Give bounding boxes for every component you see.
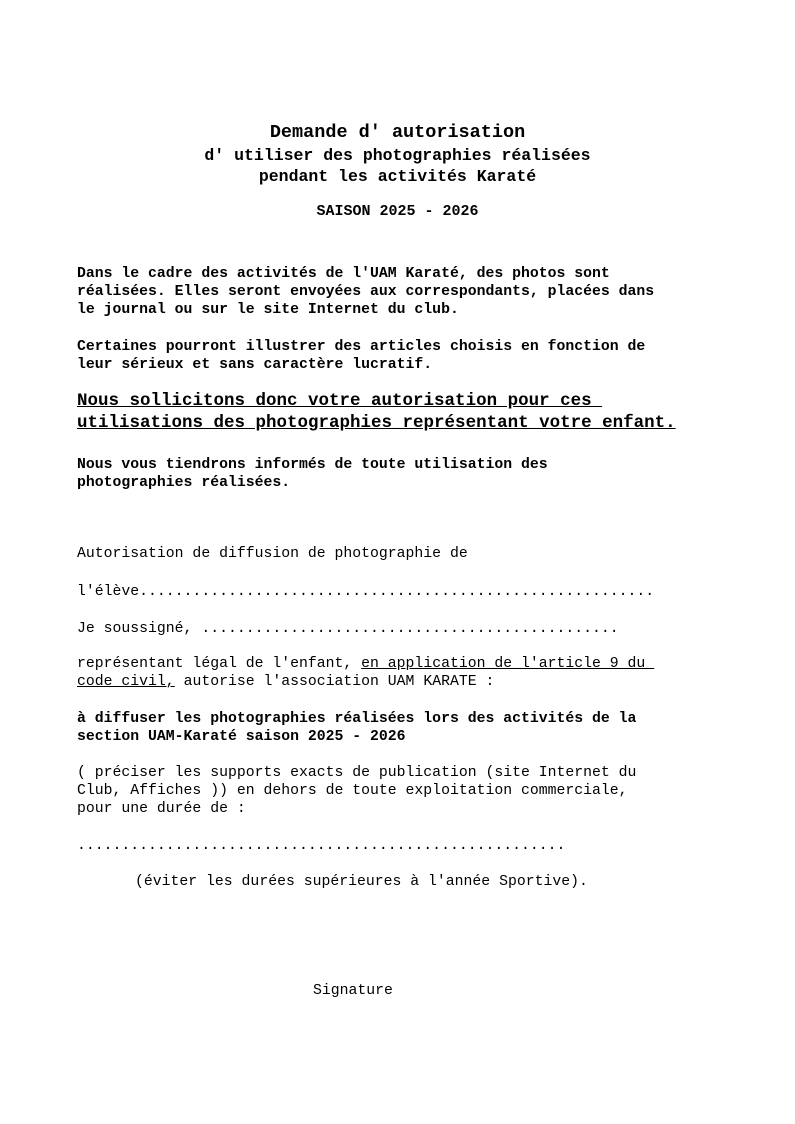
signer-name-field[interactable]: Je soussigné, ............................................... <box>77 621 619 637</box>
legal-article-reference: en application de l'article 9 du <box>361 656 655 672</box>
information-paragraph-line: Nous vous tiendrons informés de toute utilisation des <box>77 457 548 473</box>
request-paragraph <box>77 391 717 434</box>
request-paragraph-line: utilisations des photographies représentant votre enfant. <box>77 412 676 433</box>
supports-instructions-line: Club, Affiches )) en dehors de toute exploitation commerciale, <box>77 783 628 800</box>
duration-note: (éviter les durées supérieures à l'année Sportive). <box>135 874 588 890</box>
usage-paragraph-line: Certaines pourront illustrer des articles choisis en fonction de <box>77 339 646 355</box>
information-paragraph-line: photographies réalisées. <box>77 475 291 492</box>
intro-paragraph-line: réalisées. Elles seront envoyées aux correspondants, placées dans <box>77 284 655 301</box>
diffusion-statement-line: section UAM-Karaté saison 2025 - 2026 <box>77 729 406 746</box>
document-subtitle-line1: d' utiliser des photographies réalisées <box>204 146 591 165</box>
intro-paragraph <box>77 265 717 320</box>
request-paragraph-line: Nous sollicitons donc votre autorisation pour ces <box>77 391 603 411</box>
form-heading: Autorisation de diffusion de photographie de <box>77 546 468 562</box>
supports-instructions-line: pour une durée de : <box>77 801 246 818</box>
duration-field[interactable]: ....................................................... <box>77 838 566 854</box>
signature-label: Signature <box>313 983 393 999</box>
legal-code-reference: code civil, <box>77 674 175 691</box>
student-name-field[interactable]: l'élève.......................................................... <box>77 584 655 600</box>
season-label: SAISON 2025 - 2026 <box>316 203 479 220</box>
diffusion-statement <box>77 710 717 746</box>
intro-paragraph-line: le journal ou sur le site Internet du club. <box>77 302 459 319</box>
information-paragraph <box>77 456 717 492</box>
diffusion-statement-line: à diffuser les photographies réalisées lors des activités de la <box>77 711 637 727</box>
supports-instructions <box>77 764 717 819</box>
usage-paragraph <box>77 338 717 374</box>
intro-paragraph-line: Dans le cadre des activités de l'UAM Karaté, des photos sont <box>77 266 610 282</box>
legal-representative-statement <box>77 655 717 691</box>
supports-instructions-line: ( préciser les supports exacts de publication (site Internet du <box>77 765 637 781</box>
legal-prefix: représentant légal de l'enfant, <box>77 656 362 672</box>
document-title: Demande d' autorisation <box>269 122 526 143</box>
legal-suffix: autorise l'association UAM KARATE : <box>174 674 495 691</box>
document-subtitle-line2: pendant les activités Karaté <box>258 167 537 186</box>
usage-paragraph-line: leur sérieux et sans caractère lucratif. <box>77 357 433 374</box>
